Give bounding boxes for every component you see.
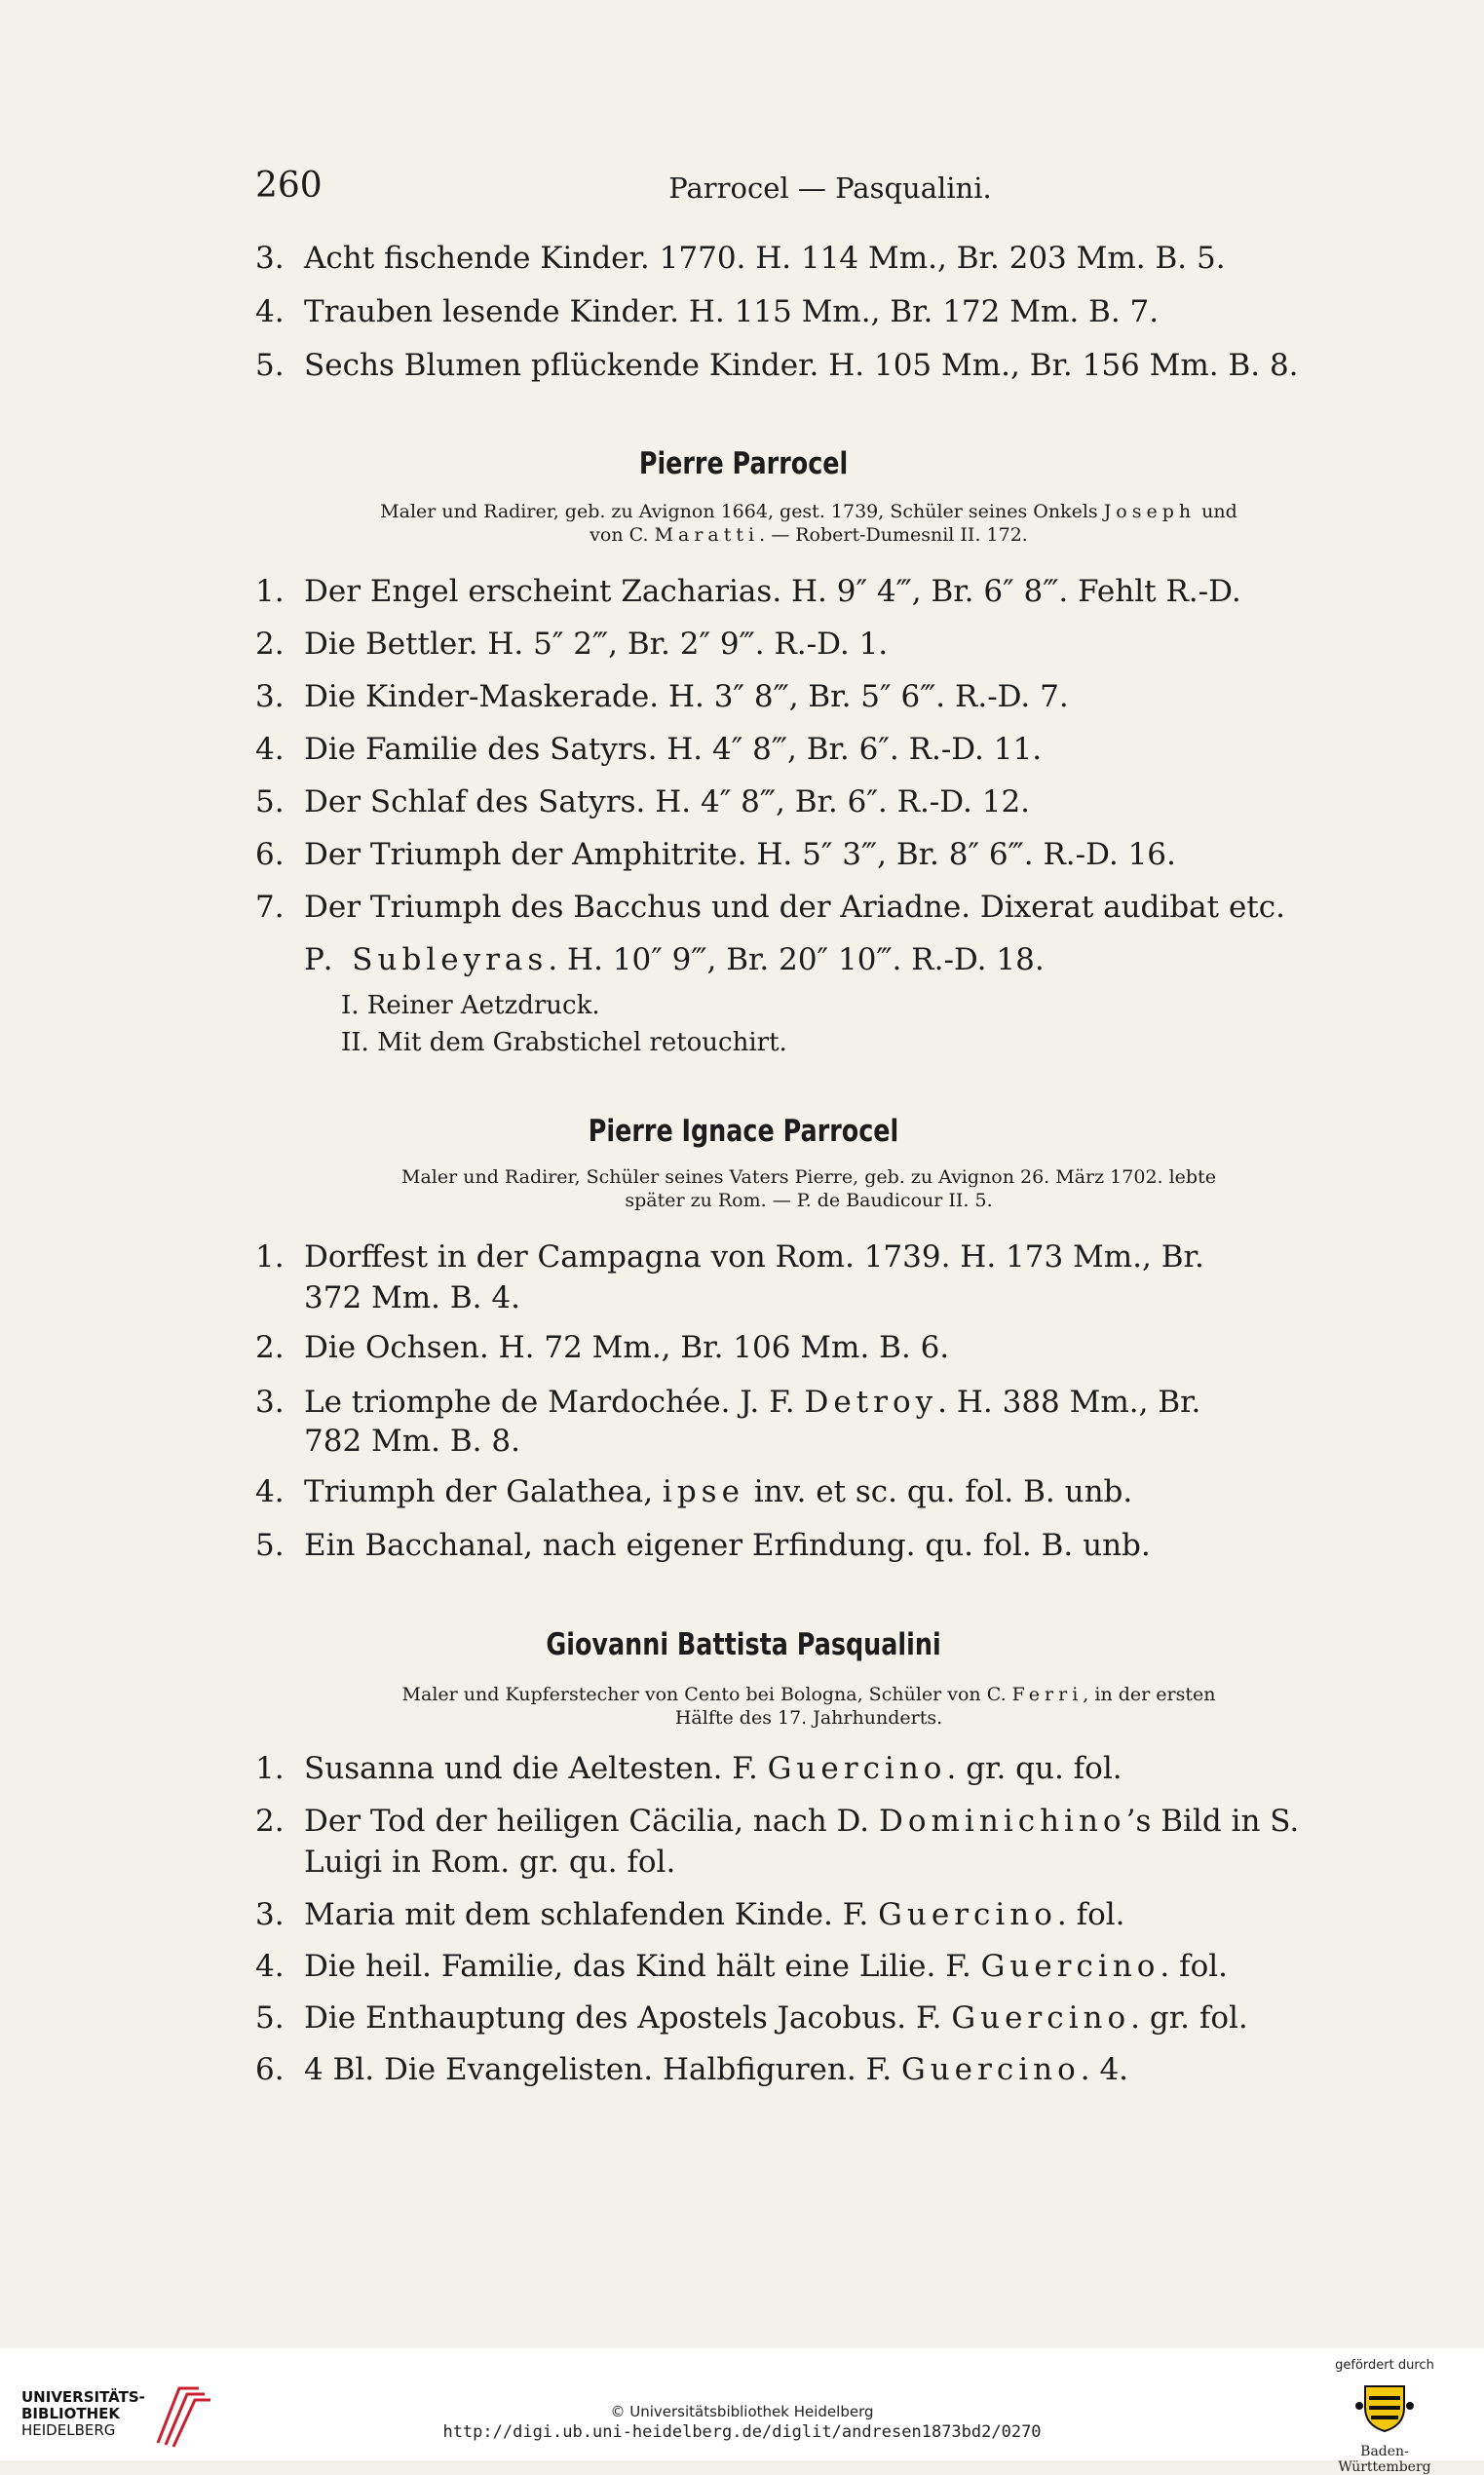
list-item: 3. Acht fischende Kinder. 1770. H. 114 Mm., Br. 203 Mm. B. 5. (255, 241, 1226, 276)
list-item-continuation: P. Subleyras. H. 10″ 9‴, Br. 20″ 10‴. R.-D. 18. (304, 942, 1045, 977)
state-note: II. Mit dem Grabstichel retouchirt. (341, 1028, 787, 1057)
coat-of-arms-icon (1355, 2379, 1414, 2433)
list-item: 2. Die Ochsen. H. 72 Mm., Br. 106 Mm. B. 6. (255, 1330, 950, 1365)
state-note: I. Reiner Aetzdruck. (341, 991, 600, 1020)
list-item: 2. Der Tod der heiligen Cäcilia, nach D. Dominichino’s Bild in S. (255, 1804, 1300, 1839)
list-item: 5. Der Schlaf des Satyrs. H. 4″ 8‴, Br. 6″. R.-D. 12. (255, 784, 1031, 819)
list-item: 3. Die Kinder-Maskerade. H. 3″ 8‴, Br. 5″ 6‴. R.-D. 7. (255, 679, 1069, 714)
list-item: 4. Die Familie des Satyrs. H. 4″ 8‴, Br. 6″. R.-D. 11. (255, 732, 1043, 767)
section-heading-pierre-ignace-parrocel: Pierre Ignace Parrocel (588, 1114, 899, 1149)
funded-by-label: gefördert durch (1335, 2358, 1434, 2373)
funder-block (1316, 2358, 1453, 2475)
list-item: 7. Der Triumph des Bacchus und der Ariadne. Dixerat audibat etc. (255, 890, 1285, 925)
running-title: Parrocel — Pasqualini. (668, 171, 992, 205)
logo-line-1: UNIVERSITÄTS- (21, 2388, 145, 2406)
section-heading-pierre-parrocel: Pierre Parrocel (638, 446, 849, 481)
artist-bio: Maler und Radirer, geb. zu Avignon 1664, gest. 1739, Schüler seines Onkels Joseph und von C. Maratti. — Robert-Dumesnil II. 172. (380, 501, 1237, 546)
list-item: 5. Sechs Blumen pflückende Kinder. H. 105 Mm., Br. 156 Mm. B. 8. (255, 348, 1299, 383)
running-head (255, 166, 1355, 214)
list-item: 3. Le triomphe de Mardochée. J. F. Detroy. H. 388 Mm., Br. (255, 1385, 1201, 1420)
list-item: 2. Die Bettler. H. 5″ 2‴, Br. 2″ 9‴. R.-D. 1. (255, 627, 889, 662)
list-item: 6. Der Triumph der Amphitrite. H. 5″ 3‴, Br. 8″ 6‴. R.-D. 16. (255, 837, 1176, 872)
page-number: 260 (255, 166, 323, 206)
list-item: 4. Triumph der Galathea, ipse inv. et sc. qu. fol. B. unb. (255, 1474, 1133, 1509)
list-item: 1. Susanna und die Aeltesten. F. Guercino. gr. qu. fol. (255, 1751, 1123, 1786)
permalink[interactable]: http://digi.ub.uni-heidelberg.de/diglit/andresen1873bd2/0270 (442, 2422, 1042, 2442)
list-item: 5. Die Enthauptung des Apostels Jacobus. F. Guercino. gr. fol. (255, 2000, 1248, 2036)
list-item-continuation: Luigi in Rom. gr. qu. fol. (304, 1845, 676, 1880)
list-item: 5. Ein Bacchanal, nach eigener Erfindung. qu. fol. B. unb. (255, 1528, 1151, 1563)
footer-banner (0, 2348, 1484, 2475)
list-item: 6. 4 Bl. Die Evangelisten. Halbfiguren. F. Guercino. 4. (255, 2052, 1129, 2087)
list-item-continuation: 372 Mm. B. 4. (304, 1280, 520, 1315)
section-heading-pasqualini: Giovanni Battista Pasqualini (546, 1627, 941, 1662)
logo-line-3: HEIDELBERG (21, 2421, 116, 2439)
copyright-notice: © Universitätsbibliothek Heidelberg (610, 2403, 874, 2420)
artist-bio: Maler und Radirer, Schüler seines Vaters Pierre, geb. zu Avignon 26. März 1702. lebte später zu Rom. — P. de Baudicour II. 5. (401, 1166, 1216, 1211)
artist-bio: Maler und Kupferstecher von Cento bei Bologna, Schüler von C. Ferri, in der ersten Hälfte des 17. Jahrhunderts. (401, 1684, 1216, 1729)
logo-line-2: BIBLIOTHEK (21, 2405, 120, 2422)
list-item: 1. Der Engel erscheint Zacharias. H. 9″ 4‴, Br. 6″ 8‴. Fehlt R.-D. (255, 574, 1241, 609)
funder-name: Baden-Württemberg (1338, 2444, 1431, 2475)
list-item-continuation: 782 Mm. B. 8. (304, 1424, 520, 1459)
list-item: 3. Maria mit dem schlafenden Kinde. F. Guercino. fol. (255, 1897, 1125, 1932)
list-item: 1. Dorffest in der Campagna von Rom. 1739. H. 173 Mm., Br. (255, 1239, 1204, 1275)
list-item: 4. Trauben lesende Kinder. H. 115 Mm., Br. 172 Mm. B. 7. (255, 294, 1160, 329)
list-item: 4. Die heil. Familie, das Kind hält eine Lilie. F. Guercino. fol. (255, 1949, 1229, 1984)
